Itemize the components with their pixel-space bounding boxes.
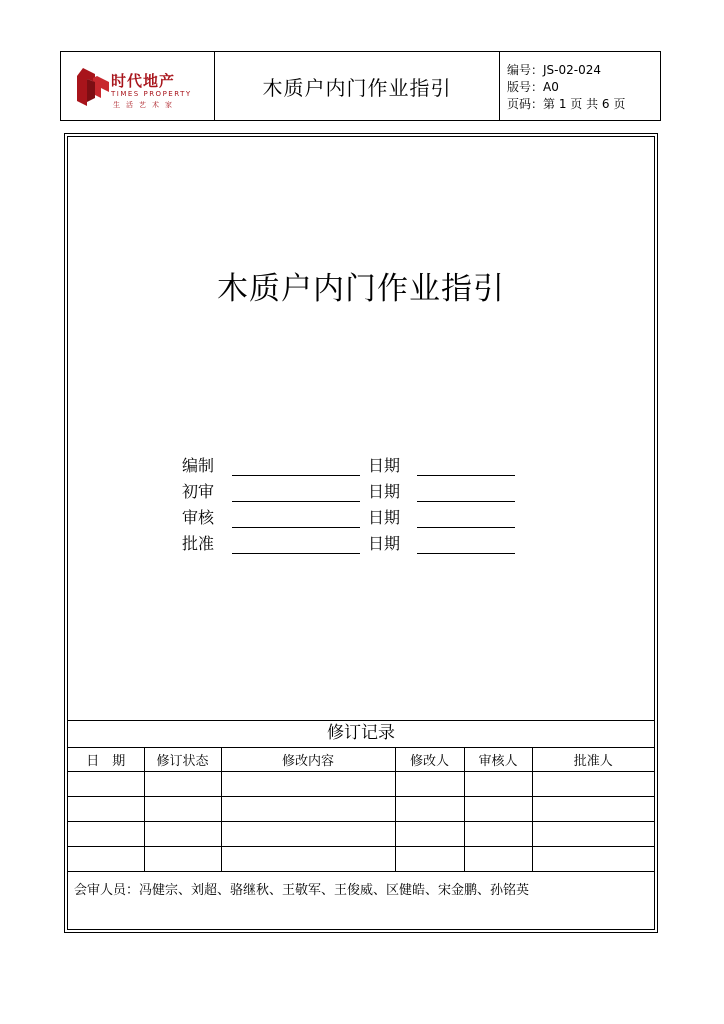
signoff-label: 审核 <box>182 508 215 527</box>
logo-name-en: TIMES PROPERTY <box>111 90 192 98</box>
table-cell <box>144 797 221 822</box>
reviewers-list: 会审人员：冯健宗、刘超、骆继秋、王敬军、王俊威、区健皓、宋金鹏、孙铭英 <box>74 883 530 898</box>
times-property-logo-icon <box>71 68 111 108</box>
table-cell <box>395 847 464 872</box>
signature-line <box>232 535 360 554</box>
company-logo <box>61 52 215 120</box>
table-cell <box>144 822 221 847</box>
table-cell <box>144 772 221 797</box>
table-cell <box>532 822 654 847</box>
date-line <box>417 457 515 476</box>
document-version: 版号：A0 <box>507 80 559 94</box>
table-cell <box>464 772 532 797</box>
revision-record <box>68 720 654 929</box>
table-cell <box>68 797 144 822</box>
table-cell <box>464 822 532 847</box>
signoff-label: 编制 <box>182 456 215 475</box>
signature-line <box>232 457 360 476</box>
column-header: 批准人 <box>532 748 654 772</box>
cover-frame <box>64 133 658 933</box>
column-header: 审核人 <box>464 748 532 772</box>
date-label: 日期 <box>368 482 401 501</box>
table-cell <box>464 847 532 872</box>
signoff-row <box>182 450 515 476</box>
column-header: 修订状态 <box>144 748 221 772</box>
column-header: 修改人 <box>395 748 464 772</box>
signoff-label: 初审 <box>182 482 215 501</box>
table-cell <box>464 797 532 822</box>
date-label: 日期 <box>368 508 401 527</box>
document-code: 编号：JS-02-024 <box>507 63 601 77</box>
signoff-row <box>182 502 515 528</box>
logo-tagline: 生活艺术家 <box>113 101 178 109</box>
signoff-label: 批准 <box>182 534 215 553</box>
date-line <box>417 535 515 554</box>
table-row <box>68 797 654 822</box>
table-cell <box>395 797 464 822</box>
signoff-block <box>182 450 515 554</box>
column-header: 修改内容 <box>221 748 395 772</box>
table-cell <box>395 772 464 797</box>
date-label: 日期 <box>368 534 401 553</box>
table-cell <box>221 847 395 872</box>
document-info <box>500 52 660 120</box>
revision-table <box>68 748 654 872</box>
table-cell <box>532 847 654 872</box>
table-cell <box>221 797 395 822</box>
logo-name-cn: 时代地产 <box>111 72 176 90</box>
table-cell <box>144 847 221 872</box>
signoff-row <box>182 528 515 554</box>
table-cell <box>68 772 144 797</box>
table-row <box>68 822 654 847</box>
table-cell <box>68 822 144 847</box>
revision-title: 修订记录 <box>68 720 654 748</box>
header-title: 木质户内门作业指引 <box>215 52 500 120</box>
table-cell <box>532 797 654 822</box>
column-header: 日 期 <box>68 748 144 772</box>
signature-line <box>232 509 360 528</box>
revision-header-row <box>68 748 654 772</box>
table-row <box>68 847 654 872</box>
signoff-row <box>182 476 515 502</box>
document-header <box>60 51 661 121</box>
table-cell <box>532 772 654 797</box>
cover-inner-frame <box>67 136 655 930</box>
date-line <box>417 483 515 502</box>
table-cell <box>221 822 395 847</box>
table-cell <box>395 822 464 847</box>
signature-line <box>232 483 360 502</box>
date-line <box>417 509 515 528</box>
date-label: 日期 <box>368 456 401 475</box>
page-info: 页码：第 1 页 共 6 页 <box>507 97 626 111</box>
table-cell <box>68 847 144 872</box>
cover-section <box>68 137 654 721</box>
cover-title: 木质户内门作业指引 <box>217 271 505 307</box>
table-cell <box>221 772 395 797</box>
table-row <box>68 772 654 797</box>
